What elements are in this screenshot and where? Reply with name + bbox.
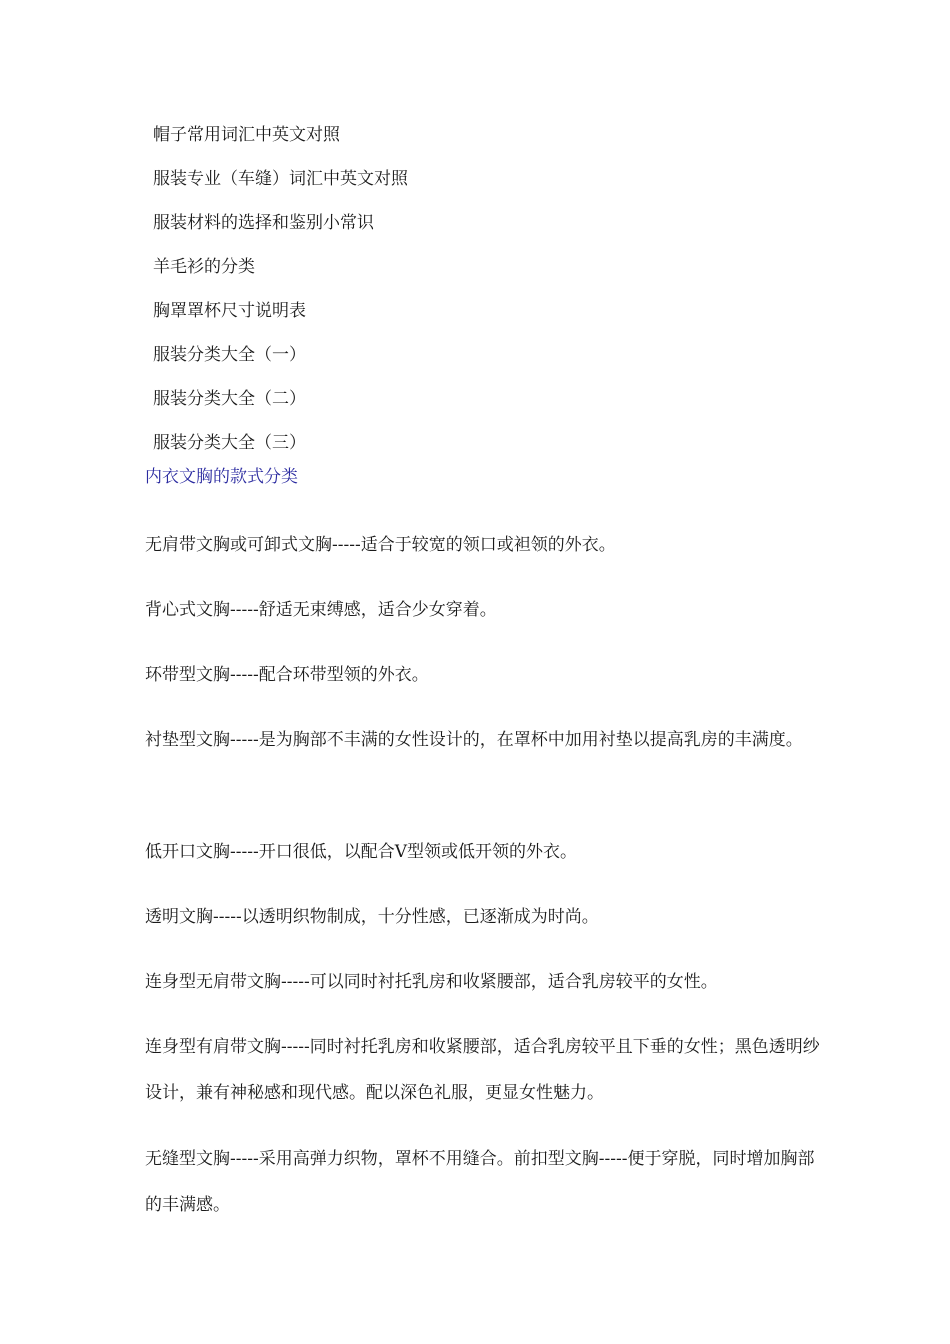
link-sweater-categories[interactable]: 羊毛衫的分类: [153, 257, 255, 277]
paragraph-sheer-bra: 透明文胸-----以透明织物制成，十分性感，已逐渐成为时尚。: [145, 907, 599, 927]
link-clothing-categories-2[interactable]: 服装分类大全（二）: [153, 389, 306, 409]
section-title[interactable]: 内衣文胸的款式分类: [145, 467, 298, 487]
paragraph-strapless-bodysuit: 连身型无肩带文胸-----可以同时衬托乳房和收紧腰部，适合乳房较平的女性。: [145, 972, 718, 992]
link-sewing-vocabulary[interactable]: 服装专业（车缝）词汇中英文对照: [153, 169, 408, 189]
paragraph-seamless-front-closure: 无缝型文胸-----采用高弹力织物，罩杯不用缝合。前扣型文胸-----便于穿脱，同时增加胸部的丰满感。: [145, 1149, 815, 1215]
link-hat-vocabulary[interactable]: 帽子常用词汇中英文对照: [153, 125, 340, 145]
paragraph-low-cut-bra: 低开口文胸-----开口很低，以配合V型领或低开领的外衣。: [145, 842, 577, 862]
link-bra-size-table[interactable]: 胸罩罩杯尺寸说明表: [153, 301, 306, 321]
paragraph-strapless-bra: 无肩带文胸或可卸式文胸-----适合于较宽的领口或袒领的外衣。: [145, 535, 616, 555]
paragraph-vest-bra: 背心式文胸-----舒适无束缚感，适合少女穿着。: [145, 600, 497, 620]
related-links-list: [153, 113, 408, 465]
link-clothing-categories-3[interactable]: 服装分类大全（三）: [153, 433, 306, 453]
paragraph-halter-bra: 环带型文胸-----配合环带型领的外衣。: [145, 665, 429, 685]
link-clothing-categories-1[interactable]: 服装分类大全（一）: [153, 345, 306, 365]
paragraph-strapped-bodysuit: 连身型有肩带文胸-----同时衬托乳房和收紧腰部，适合乳房较平且下垂的女性；黑色透明纱设计，兼有神秘感和现代感。配以深色礼服，更显女性魅力。: [145, 1037, 820, 1103]
paragraph-padded-bra: 衬垫型文胸-----是为胸部不丰满的女性设计的，在罩杯中加用衬垫以提高乳房的丰满度。: [145, 730, 803, 750]
link-material-knowledge[interactable]: 服装材料的选择和鉴别小常识: [153, 213, 374, 233]
